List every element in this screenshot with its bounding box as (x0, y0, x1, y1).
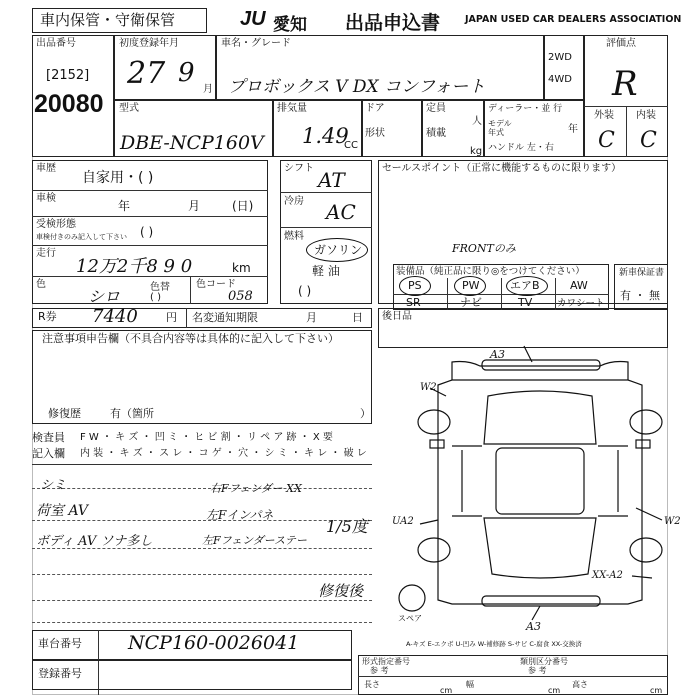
note-body: ボディ AV ソナ多し (36, 534, 153, 549)
diagram-a3-top: A3 (490, 348, 505, 361)
tax-day: 日 (352, 311, 363, 324)
equip-tv: TV (518, 296, 533, 309)
tax-label: 名変通知期限 (192, 311, 258, 324)
ac-value: AC (326, 200, 356, 224)
length-label: 長さ (364, 680, 380, 689)
diagram-spare: スペア (398, 614, 422, 623)
note-lf-stay: 左Fフェンダーステー (202, 534, 307, 547)
color-code-label: 色コード (196, 279, 236, 290)
equip-airbag: エアB (510, 279, 540, 292)
diagram-w2-left: W2 (420, 382, 437, 393)
notice-label: 注意事項申告欄（不具合内容等は具体的に記入して下さい） (42, 332, 339, 345)
note-cargo: 荷室 AV (36, 503, 88, 519)
history-value: 自家用・( ) (82, 170, 154, 186)
width-label: 幅 (466, 680, 474, 689)
disp-unit: CC (344, 140, 358, 151)
equip-aw: AW (570, 279, 588, 292)
inspector-row-2: 内 装 ・ キ ズ ・ ス レ ・ コ ゲ ・ 穴 ・ シ ミ ・ キ レ ・ 破 レ (80, 448, 367, 459)
receipt-note: 車検付きのみ記入して下さい (36, 233, 127, 241)
inspection-day: (日) (232, 199, 254, 213)
tax-month: 月 (306, 311, 317, 324)
note-stain: シミ (40, 478, 67, 493)
cert-ref: 参 考 (370, 666, 389, 675)
history-label: 車歴 (36, 163, 56, 174)
cap-unit: 人 (472, 116, 482, 127)
note-line-4 (32, 574, 372, 575)
equip-ps-circle (399, 276, 431, 296)
cert-label: 形式指定番号 (362, 657, 410, 666)
class-ref: 参 考 (528, 666, 547, 675)
reg-year: 27 (127, 56, 166, 91)
recycle-amount: 7440 (92, 306, 138, 327)
grade-int: C (640, 128, 657, 153)
equip-col-1 (447, 278, 448, 310)
grade-int-label: 内装 (636, 110, 656, 121)
length-unit: cm (440, 686, 453, 695)
model-label: 車名・グレード (221, 38, 291, 49)
diagram-legend: A-キズ E-エクボ U-凹み W-補修跡 S-サビ C-腐食 XX-交換済 (406, 640, 582, 648)
equip-col-3 (555, 278, 556, 310)
height-unit: cm (650, 686, 663, 695)
drive-2wd: 2WD (548, 52, 572, 63)
cap-label: 定員 (426, 103, 446, 114)
shape-label: 形状 (365, 128, 385, 139)
equip-col-2 (501, 278, 502, 310)
chassis-label: 車台番号 (38, 637, 82, 650)
equip-ps: PS (408, 279, 422, 292)
lot-subnumber: [2152] (46, 68, 90, 83)
ju-logo: JU (240, 8, 266, 30)
width-unit: cm (548, 686, 561, 695)
warranty-label: 新車保証書 (619, 268, 665, 278)
salespoint-label: セールスポイント（正常に機能するものに限ります） (382, 163, 622, 174)
color-divider (190, 276, 191, 304)
fuel-gas-circle (306, 238, 368, 262)
height-label: 高さ (572, 680, 588, 689)
note-degree: 1/5度 (326, 517, 368, 536)
note-repaired: 修復後 (318, 582, 364, 600)
inspector-label-1: 検査員 (32, 431, 65, 444)
reg-month-unit: 月 (203, 84, 213, 95)
salespoint-front: FRONTのみ (452, 242, 516, 255)
grade-split (626, 106, 627, 157)
color-change-paren: ( ) (150, 292, 161, 303)
recycle-unit: 円 (166, 311, 177, 324)
shift-value: AT (318, 168, 345, 192)
dealer-label: ディーラー・並 行 (488, 104, 563, 114)
door-label: ドア (365, 103, 385, 114)
receipt-label: 受検形態 (36, 219, 76, 230)
lot-label: 出品番号 (36, 38, 76, 49)
handle-label: ハンドル 左・右 (488, 143, 554, 153)
storage-label: 車内保管・守衛保管 (40, 11, 176, 29)
diagram-xx-a2: XX-A2 (592, 570, 623, 581)
drive-4wd: 4WD (548, 74, 572, 85)
mileage-unit: km (232, 261, 251, 275)
rear-label: 後日品 (382, 311, 412, 322)
chassis-value: NCP160-0026041 (128, 632, 300, 654)
history-row-3 (32, 245, 268, 246)
history-row-1 (32, 190, 268, 191)
mileage-label: 走行 (36, 248, 56, 259)
note-lf-panel: 左Fインパネ (206, 508, 274, 522)
inspector-underline (32, 464, 372, 465)
equip-leather: カワシート (557, 298, 605, 309)
inspection-label: 車検 (36, 193, 56, 204)
load-label: 積載 (426, 128, 446, 139)
repair-label: 修復歴 (48, 407, 81, 420)
note-line-2 (32, 520, 372, 521)
disp-value: 1.49 (302, 124, 349, 148)
reg-month: 9 (178, 58, 195, 88)
drive-box (544, 35, 584, 100)
diagram-w2-right: W2 (664, 516, 681, 527)
diagram-ua2-left: UA2 (392, 516, 414, 527)
form-title: 出品申込書 (345, 13, 441, 34)
recycle-divider (186, 308, 187, 328)
fuel-gas: ガソリン (314, 243, 363, 257)
color-value: シロ (88, 287, 121, 306)
lot-number: 20080 (34, 90, 104, 118)
recycle-label: R券 (38, 310, 57, 323)
fuel-diesel: 軽 油 (312, 264, 340, 278)
reg-label: 初度登録年月 (119, 38, 179, 49)
shift-divider (280, 192, 372, 193)
history-row-2 (32, 216, 268, 217)
note-rf-fender: 右Fフェンダー XX (210, 482, 302, 495)
model-year-label: モデル 年式 (488, 119, 512, 137)
equipment-label: 装備品（純正品に限り◎をつけてください） (396, 266, 585, 277)
type-label: 型式 (119, 103, 139, 114)
model-year-unit: 年 (568, 124, 578, 135)
model-value: プロボックス V DX コンフォート (228, 77, 486, 97)
inspection-month: 月 (188, 199, 201, 213)
warranty-options: 有 ・ 無 (620, 289, 660, 302)
fuel-label: 燃料 (284, 231, 304, 242)
grade-label: 評価点 (606, 38, 636, 49)
grade-ext-label: 外装 (594, 110, 614, 121)
type-value: DBE-NCP160V (120, 132, 264, 154)
note-line-1 (32, 488, 372, 489)
diagram-a3-bottom: A3 (526, 620, 541, 633)
color-change-label: 色替 (150, 282, 170, 293)
inspection-year: 年 (118, 199, 131, 213)
note-line-6 (32, 622, 372, 623)
repair-value: 有（箇所 (110, 407, 154, 420)
grade-score: R (612, 64, 638, 104)
cert-divider (358, 676, 668, 677)
association-name: JAPAN USED CAR DEALERS ASSOCIATION (465, 14, 682, 25)
class-label: 類別区分番号 (520, 657, 568, 666)
receipt-paren: ( ) (140, 225, 154, 239)
equip-sr: SR (406, 296, 421, 309)
org-name: 愛知 (273, 15, 307, 34)
grade-ext: C (598, 128, 615, 153)
inspector-row-1: F W ・ キ ズ ・ 凹 ミ ・ ヒ ビ 割 ・ リ ペ ア 跡 ・ X 要 (80, 432, 333, 443)
ac-label: 冷房 (284, 196, 304, 207)
load-unit: kg (470, 146, 483, 157)
mileage-value: 12万2千8 9 0 (76, 256, 193, 277)
inspector-label-2: 記入欄 (32, 447, 65, 460)
equip-navi: ナビ (460, 296, 482, 309)
color-label: 色 (36, 279, 46, 290)
shift-label: シフト (284, 163, 314, 174)
disp-label: 排気量 (277, 103, 307, 114)
repair-close: ） (360, 407, 371, 420)
rear-box (378, 308, 668, 348)
equip-pw: PW (462, 279, 480, 292)
regno-label: 登録番号 (38, 667, 82, 680)
ac-divider (280, 227, 372, 228)
equip-pw-circle (454, 276, 486, 296)
color-code: 058 (228, 289, 253, 304)
equip-airbag-circle (506, 276, 548, 296)
fuel-paren: ( ) (298, 284, 312, 298)
